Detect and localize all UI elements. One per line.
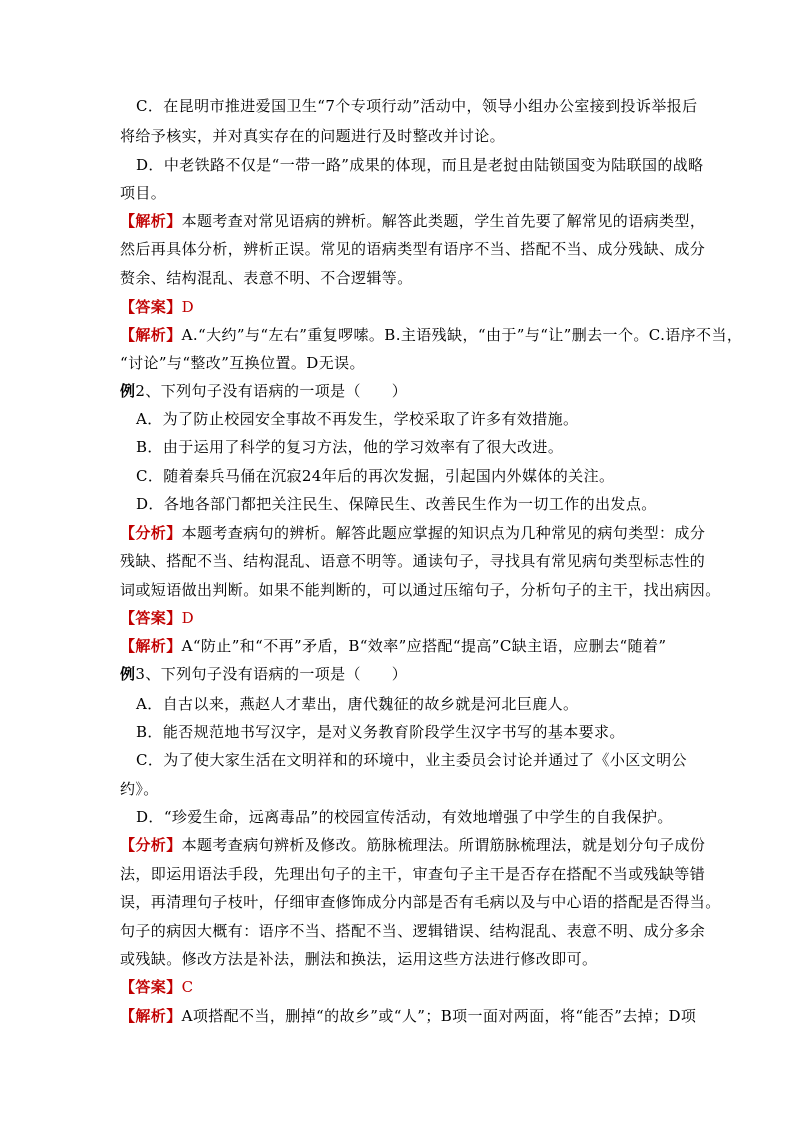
analysis-text: 本题考查病句的辨析。解答此题应掌握的知识点为几种常见的病句类型：成分 — [181, 524, 706, 542]
example-2-analysis-line-2: 残缺、搭配不当、结构混乱、语意不明等。通读句子，寻找具有常见病句类型标志性的 — [120, 552, 706, 570]
explain-text: A项搭配不当，删掉“的故乡”或“人”；B项一面对两面，将“能否”去掉；D项 — [181, 1007, 697, 1025]
answer-value: D — [181, 298, 195, 316]
explain-tag: 【解析】 — [120, 1007, 182, 1025]
analysis-tag: 【分析】 — [120, 524, 182, 542]
option-c-line-1: C．在昆明市推进爱国卫生“7个专项行动”活动中，领导小组办公室接到投诉举报后 — [136, 97, 698, 115]
example-3-option-c-line-1: C．为了使大家生活在文明祥和的环境中，业主委员会讨论并通过了《小区文明公 — [136, 751, 687, 769]
answer-value: D — [181, 609, 195, 627]
example-3-analysis-line-5: 或残缺。修改方法是补法，删法和换法，运用这些方法进行修改即可。 — [120, 950, 598, 968]
answer-row-1 — [120, 297, 680, 317]
example-2-answer — [120, 608, 680, 628]
analysis-text: 本题考查病句辨析及修改。筋脉梳理法。所谓筋脉梳理法，就是划分句子成份 — [181, 836, 706, 854]
answer-tag: 【答案】 — [120, 609, 182, 627]
explain-line-2: “讨论”与“整改”互换位置。D无误。 — [120, 354, 365, 372]
example-3-explain — [120, 1006, 697, 1026]
example-label: 例 — [120, 665, 136, 683]
example-3-question — [120, 664, 680, 684]
analysis-line-2: 然后再具体分析，辨析正误。常见的语病类型有语序不当、搭配不当、成分残缺、成分 — [120, 240, 706, 258]
answer-value: C — [181, 978, 194, 996]
explain-text: A“防止”和“不再”矛盾，B“效率”应搭配“提高”C缺主语，应删去“随着” — [181, 637, 667, 655]
example-label: 例 — [120, 382, 136, 400]
example-2-option-a: A．为了防止校园安全事故不再发生，学校采取了许多有效措施。 — [136, 410, 579, 428]
explain-tag: 【解析】 — [120, 637, 182, 655]
example-3-option-a: A．自古以来，燕赵人才辈出，唐代魏征的故乡就是河北巨鹿人。 — [136, 695, 579, 713]
analysis-tag: 【分析】 — [120, 836, 182, 854]
answer-tag: 【答案】 — [120, 298, 182, 316]
example-2-option-d: D．各地各部门都把关注民生、保障民生、改善民生作为一切工作的出发点。 — [136, 495, 657, 513]
explain-tag: 【解析】 — [120, 326, 182, 344]
example-3-answer — [120, 977, 680, 997]
question-text: 3、下列句子没有语病的一项是（ ） — [135, 665, 408, 683]
example-3-option-b: B．能否规范地书写汉字，是对义务教育阶段学生汉字书写的基本要求。 — [136, 723, 625, 741]
example-2-analysis-line-3: 词或短语做出判断。如果不能判断的，可以通过压缩句子，分析句子的主干，找出病因。 — [120, 581, 721, 599]
example-3-analysis-line-2: 法，即运用语法手段，先理出句子的主干，审查句子主干是否存在搭配不当或残缺等错 — [120, 865, 706, 883]
analysis-text: 本题考查对常见语病的辨析。解答此类题，学生首先要了解常见的语病类型， — [181, 212, 706, 230]
example-2-option-b: B．由于运用了科学的复习方法，他的学习效率有了很大改进。 — [136, 438, 564, 456]
example-2-explain — [120, 636, 680, 656]
analysis-paragraph-1 — [120, 211, 706, 231]
analysis-line-3: 赘余、结构混乱、表意不明、不合逻辑等。 — [120, 269, 413, 287]
example-3-option-d: D．“珍爱生命，远离毒品”的校园宣传活动，有效地增强了中学生的自我保护。 — [136, 808, 673, 826]
option-c-line-2: 将给予核实，并对真实存在的问题进行及时整改并讨论。 — [120, 127, 506, 145]
answer-tag: 【答案】 — [120, 978, 182, 996]
example-2-option-c: C．随着秦兵马俑在沉寂24年后的再次发掘，引起国内外媒体的关注。 — [136, 467, 615, 485]
example-2-analysis — [120, 523, 706, 543]
example-3-analysis-line-4: 句子的病因大概有：语序不当、搭配不当、逻辑错误、结构混乱、表意不明、成分多余 — [120, 922, 706, 940]
option-d-line-2: 项目。 — [120, 184, 167, 202]
question-text: 2、下列句子没有语病的一项是（ ） — [135, 382, 408, 400]
explain-paragraph-1 — [120, 325, 743, 345]
example-3-analysis — [120, 835, 706, 855]
analysis-tag: 【解析】 — [120, 212, 182, 230]
example-3-analysis-line-3: 误，再清理句子枝叶，仔细审查修饰成分内部是否有毛病以及与中心语的搭配是否得当。 — [120, 893, 721, 911]
option-d-line-1: D．中老铁路不仅是“一带一路”成果的体现，而且是老挝由陆锁国变为陆联国的战略 — [136, 156, 704, 174]
explain-text: A.“大约”与“左右”重复啰嗦。B.主语残缺，“由于”与“让”删去一个。C.语序不当， — [181, 326, 743, 344]
example-3-option-c-line-2: 约》。 — [120, 780, 159, 798]
example-2-question — [120, 381, 680, 401]
